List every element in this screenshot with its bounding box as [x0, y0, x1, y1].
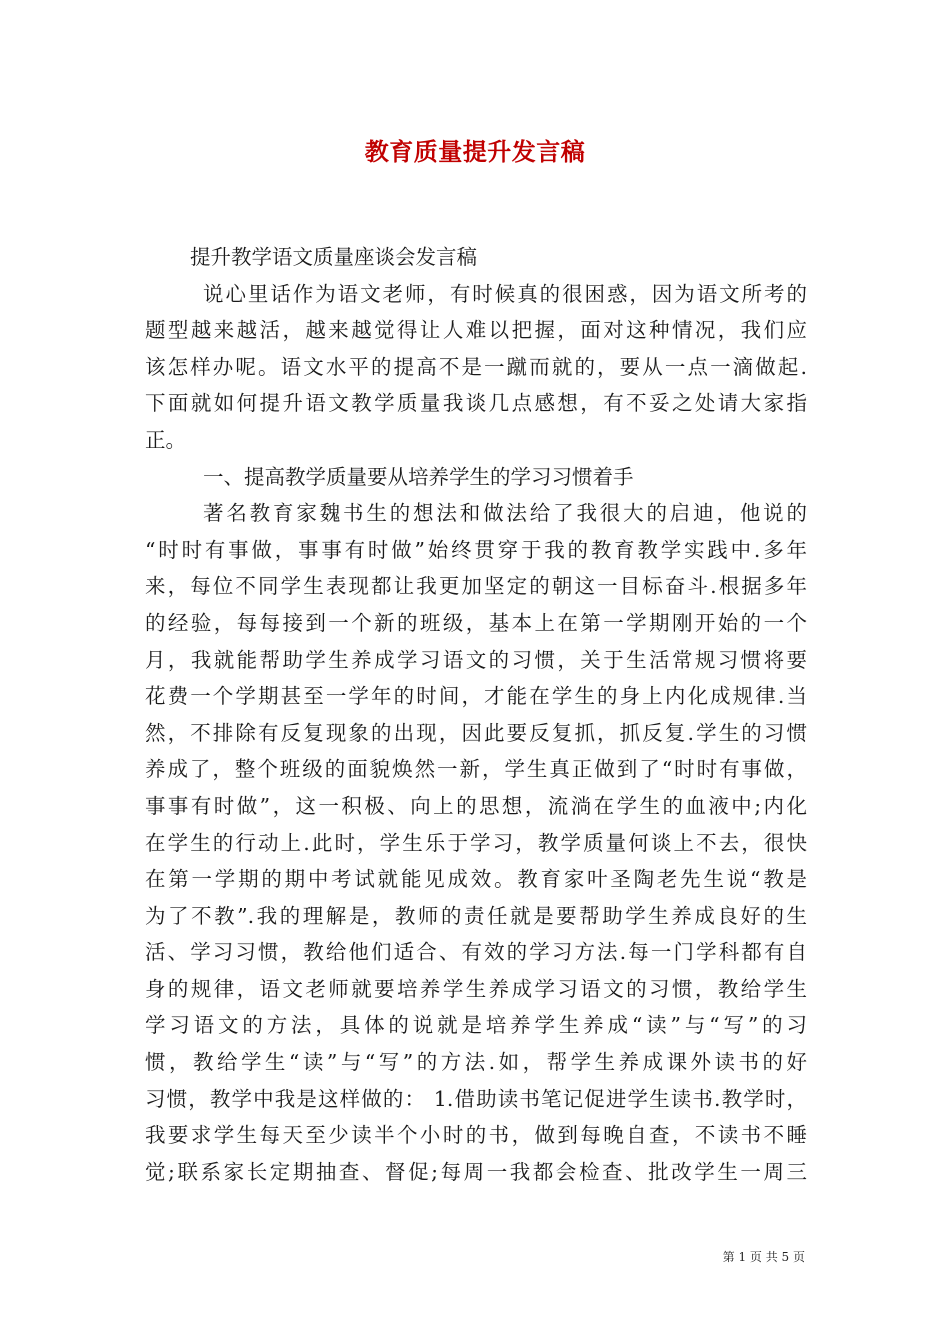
paragraph-line: 在第一学期的期中考试就能见成效。教育家叶圣陶老先生说“教是: [145, 867, 807, 892]
paragraph-line: 学习语文的方法，具体的说就是培养学生养成“读”与“写”的习: [145, 1013, 807, 1038]
paragraph-line: 活、学习习惯，教给他们适合、有效的学习方法.每一门学科都有自: [145, 940, 807, 965]
paragraph-line: 习惯，教学中我是这样做的： 1.借助读书笔记促进学生读书.教学时，: [145, 1086, 807, 1111]
paragraph-line: 为了不教”.我的理解是，教师的责任就是要帮助学生养成良好的生: [145, 903, 807, 928]
paragraph-line: 养成了，整个班级的面貌焕然一新，学生真正做到了“时时有事做，: [145, 757, 807, 782]
paragraph-line: 花费一个学期甚至一学年的时间，才能在学生的身上内化成规律.当: [145, 684, 807, 709]
section-heading: 一、提高教学质量要从培养学生的学习习惯着手: [203, 464, 634, 489]
page-title: 教育质量提升发言稿: [364, 137, 586, 166]
paragraph-line: “时时有事做，事事有时做”始终贯穿于我的教育教学实践中.多年: [145, 537, 807, 562]
paragraph-line: 在学生的行动上.此时，学生乐于学习，教学质量何谈上不去，很快: [145, 830, 807, 855]
paragraph-line: 觉;联系家长定期抽查、督促;每周一我都会检查、批改学生一周三: [145, 1159, 807, 1184]
paragraph-line: 题型越来越活，越来越觉得让人难以把握，面对这种情况，我们应: [145, 318, 807, 343]
paragraph-line: 的经验，每每接到一个新的班级，基本上在第一学期刚开始的一个: [145, 610, 807, 635]
paragraph-line: 惯，教给学生“读”与“写”的方法.如，帮学生养成课外读书的好: [145, 1050, 807, 1075]
paragraph-line: 月，我就能帮助学生养成学习语文的习惯，关于生活常规习惯将要: [145, 647, 807, 672]
paragraph-line: 著名教育家魏书生的想法和做法给了我很大的启迪，他说的: [203, 501, 807, 526]
paragraph-line: 然，不排除有反复现象的出现，因此要反复抓，抓反复.学生的习惯: [145, 720, 807, 745]
paragraph-line: 该怎样办呢。语文水平的提高不是一蹴而就的，要从一点一滴做起.: [145, 354, 807, 379]
paragraph-line: 下面就如何提升语文教学质量我谈几点感想，有不妥之处请大家指: [145, 391, 807, 416]
paragraph-line: 来，每位不同学生表现都让我更加坚定的朝这一目标奋斗.根据多年: [145, 574, 807, 599]
subtitle: 提升教学语文质量座谈会发言稿: [190, 245, 477, 269]
paragraph-line: 说心里话作为语文老师，有时候真的很困惑，因为语文所考的: [203, 281, 807, 306]
paragraph-line: 事事有时做”，这一积极、向上的思想，流淌在学生的血液中;内化: [145, 793, 807, 818]
paragraph-line: 我要求学生每天至少读半个小时的书，做到每晚自查，不读书不睡: [145, 1123, 807, 1148]
page-number: 第 1 页 共 5 页: [722, 1250, 805, 1264]
document-body: [145, 239, 807, 1190]
paragraph-line: 正。: [145, 427, 186, 452]
paragraph-line: 身的规律，语文老师就要培养学生养成学习语文的习惯，教给学生: [145, 976, 807, 1001]
